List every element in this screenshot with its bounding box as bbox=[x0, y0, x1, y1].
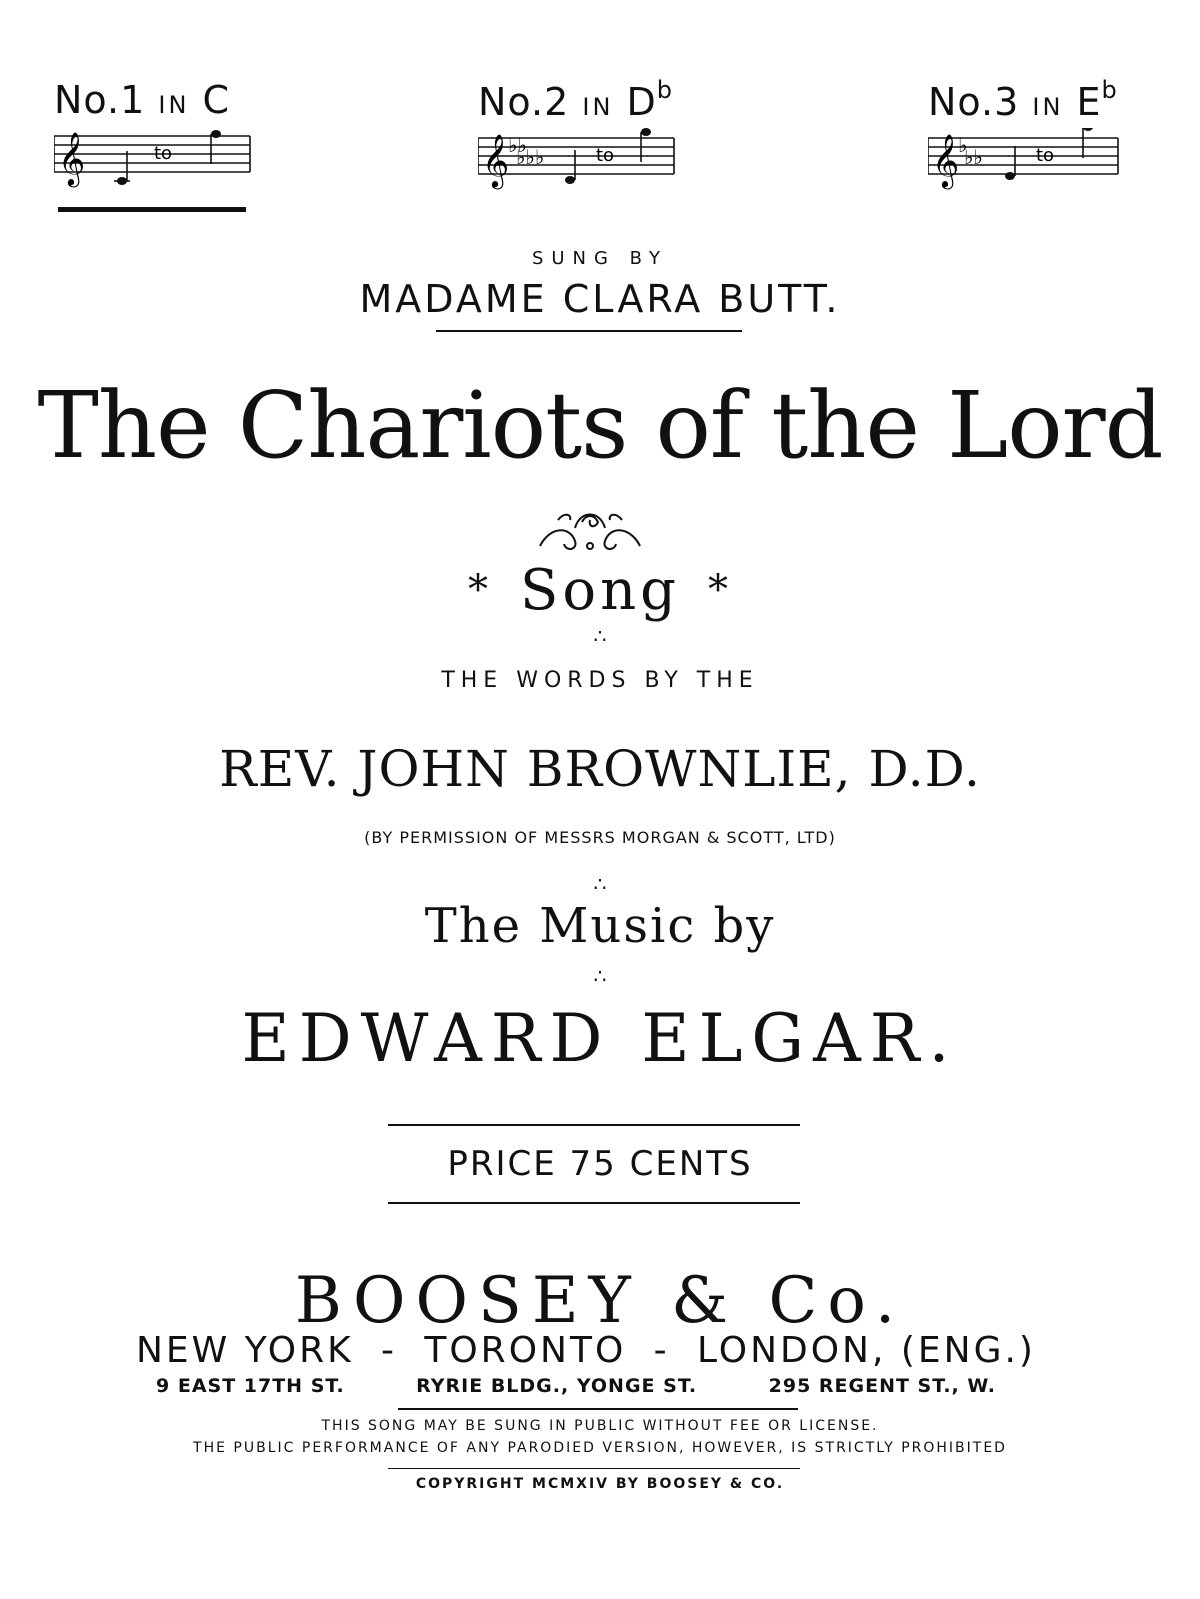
words-by-label: THE WORDS BY THE bbox=[441, 668, 759, 693]
address-london: 295 REGENT ST., W. bbox=[768, 1375, 996, 1397]
divider bbox=[388, 1468, 800, 1469]
key-signature-icon: ♭ bbox=[958, 133, 968, 157]
key-name: D bbox=[626, 80, 657, 124]
key-number: No.3 bbox=[928, 80, 1020, 124]
publisher-name: BOOSEY & Co. bbox=[294, 1264, 906, 1338]
key-number: No.2 bbox=[478, 80, 570, 124]
key-signature-icon: ♭♭ bbox=[508, 133, 527, 157]
price-label: PRICE 75 CENTS bbox=[447, 1144, 753, 1184]
key-number: No.1 bbox=[54, 78, 146, 122]
music-by-label: The Music by bbox=[424, 898, 776, 954]
key-name: E bbox=[1076, 80, 1102, 124]
sung-by-label: SUNG BY bbox=[531, 248, 669, 269]
genre-label: Song bbox=[520, 558, 680, 623]
key-option-2 bbox=[478, 76, 673, 124]
flat-sign: b bbox=[1101, 76, 1118, 104]
genre-row bbox=[0, 558, 1200, 623]
treble-clef-icon: 𝄞 bbox=[932, 133, 960, 187]
address-toronto: RYRIE BLDG., YONGE ST. bbox=[416, 1375, 698, 1397]
license-notice: THIS SONG MAY BE SUNG IN PUBLIC WITHOUT FEE OR LICENSE. bbox=[321, 1418, 879, 1434]
flat-sign: b bbox=[656, 76, 673, 104]
star-icon: * bbox=[708, 567, 732, 613]
key-in-label: IN bbox=[158, 91, 190, 119]
address-new-york: 9 EAST 17TH ST. bbox=[156, 1375, 345, 1397]
dots-icon: ∴ bbox=[593, 624, 607, 648]
range-word: to bbox=[1036, 145, 1055, 166]
key-in-label: IN bbox=[582, 93, 614, 121]
divider bbox=[436, 330, 742, 332]
divider bbox=[398, 1408, 798, 1410]
key-option-1 bbox=[54, 78, 230, 122]
price-bottom-rule bbox=[388, 1202, 800, 1204]
lyricist-name: REV. JOHN BROWNLIE, D.D. bbox=[219, 740, 981, 798]
key-option-3 bbox=[928, 76, 1118, 124]
staff-key-3 bbox=[928, 128, 1124, 194]
parody-notice: THE PUBLIC PERFORMANCE OF ANY PARODIED VERSION, HOWEVER, IS STRICTLY PROHIBITED bbox=[193, 1440, 1007, 1456]
city-toronto: TORONTO bbox=[424, 1330, 627, 1371]
singer-name: MADAME CLARA BUTT. bbox=[359, 277, 841, 321]
cities-row bbox=[136, 1330, 1036, 1371]
price-top-rule bbox=[388, 1124, 800, 1126]
permission-note: (BY PERMISSION OF MESSRS MORGAN & SCOTT, LTD) bbox=[364, 828, 836, 847]
separator: - bbox=[653, 1330, 670, 1371]
treble-clef-icon: 𝄞 bbox=[58, 131, 86, 185]
city-new-york: NEW YORK bbox=[136, 1330, 354, 1371]
svg-text:♭♭: ♭♭ bbox=[964, 145, 983, 169]
song-title: The Chariots of the Lord bbox=[37, 372, 1163, 479]
city-london: LONDON, (ENG.) bbox=[696, 1330, 1036, 1371]
key-name: C bbox=[202, 78, 231, 122]
addresses-row bbox=[156, 1375, 996, 1397]
treble-clef-icon: 𝄞 bbox=[482, 133, 510, 187]
copyright-notice: COPYRIGHT MCMXIV BY BOOSEY & CO. bbox=[415, 1476, 785, 1492]
svg-text:♭♭♭: ♭♭♭ bbox=[516, 145, 545, 169]
ornament-icon bbox=[530, 506, 650, 556]
composer-name: EDWARD ELGAR. bbox=[241, 1000, 959, 1077]
selected-key-underline bbox=[58, 207, 246, 212]
staff-key-2 bbox=[478, 128, 678, 194]
range-word: to bbox=[596, 145, 615, 166]
dots-icon: ∴ bbox=[593, 872, 607, 896]
star-icon: * bbox=[468, 567, 492, 613]
dots-icon: ∴ bbox=[593, 964, 607, 988]
range-word: to bbox=[154, 143, 173, 164]
staff-key-1 bbox=[54, 126, 254, 192]
key-in-label: IN bbox=[1032, 93, 1064, 121]
separator: - bbox=[381, 1330, 398, 1371]
